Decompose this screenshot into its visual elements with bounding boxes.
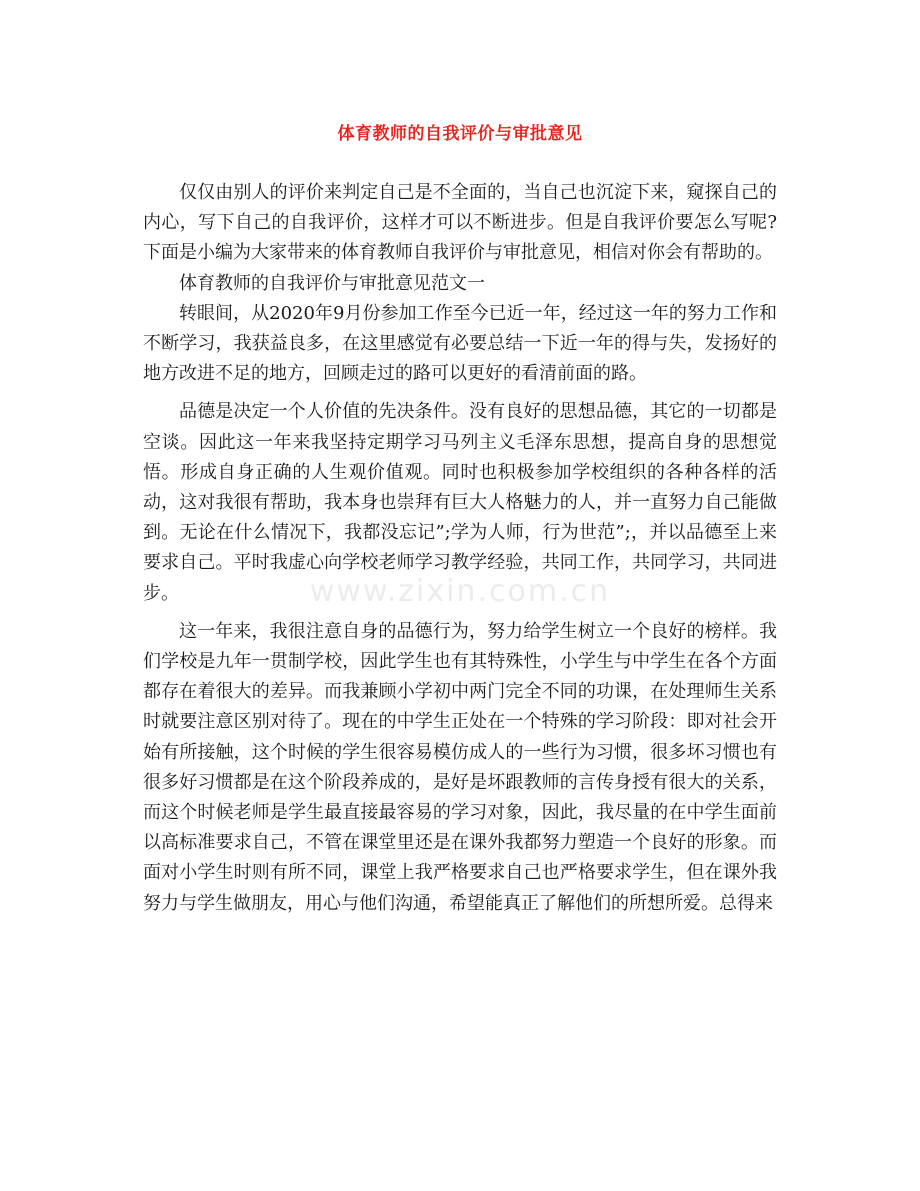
watermark-text: www.zixin.com.cn (309, 574, 611, 609)
paragraph-3: 这一年来，我很注意自身的品德行为，努力给学生树立一个良好的榜样。我们学校是九年一贯制学校，因此学生也有其特殊性，小学生与中学生在各个方面都存在着很大的差异。而我兼顾小学初中两门完全不同的功课，在处理师生关系时就要注意区别对待了。现在的中学生正处在一个特殊的学习阶段：即对社会开始有所接触，这个时候的学生很容易模仿成人的一些行为习惯，很多坏习惯也有很多好习惯都是在这个阶段养成的，是好是坏跟教师的言传身授有很大的关系，而这个时候老师是学生最直接最容易的学习对象，因此，我尽量的在中学生面前以高标准要求自己，不管在课堂里还是在课外我都努力塑造一个良好的形象。而面对小学生时则有所不同，课堂上我严格要求自己也严格要求学生，但在课外我努力与学生做朋友，用心与他们沟通，希望能真正了解他们的所想所爱。总得来 (143, 620, 777, 914)
paragraph-2: 品德是决定一个人价值的先决条件。没有良好的思想品德，其它的一切都是空谈。因此这一年来我坚持定期学习马列主义毛泽东思想，提高自身的思想觉悟。形成自身正确的人生观价值观。同时也积极参加学校组织的各种各样的活动，这对我很有帮助，我本身也崇拜有巨大人格魅力的人，并一直努力自己能做到。无论在什么情况下，我都没忘记”;学为人师，行为世范”;，并以品德至上来要求自己。平时我虚心向学校老师学习教学经验，共同工作，共同学习，共同进步。 (143, 401, 777, 604)
paragraph-intro: 仅仅由别人的评价来判定自己是不全面的，当自己也沉淀下来，窥探自己的内心，写下自己的自我评价，这样才可以不断进步。但是自我评价要怎么写呢?下面是小编为大家带来的体育教师自我评价与审批意见，相信对你会有帮助的。 (143, 182, 777, 264)
paragraph-1: 转眼间，从2020年9月份参加工作至今已近一年，经过这一年的努力工作和不断学习，我获益良多，在这里感觉有必要总结一下近一年的得与失，发扬好的地方改进不足的地方，回顾走过的路可以更好的看清前面的路。 (143, 302, 777, 385)
paragraph-subheading: 体育教师的自我评价与审批意见范文一 (179, 272, 485, 294)
document-body (143, 178, 777, 919)
document-title: 体育教师的自我评价与审批意见 (337, 124, 583, 144)
